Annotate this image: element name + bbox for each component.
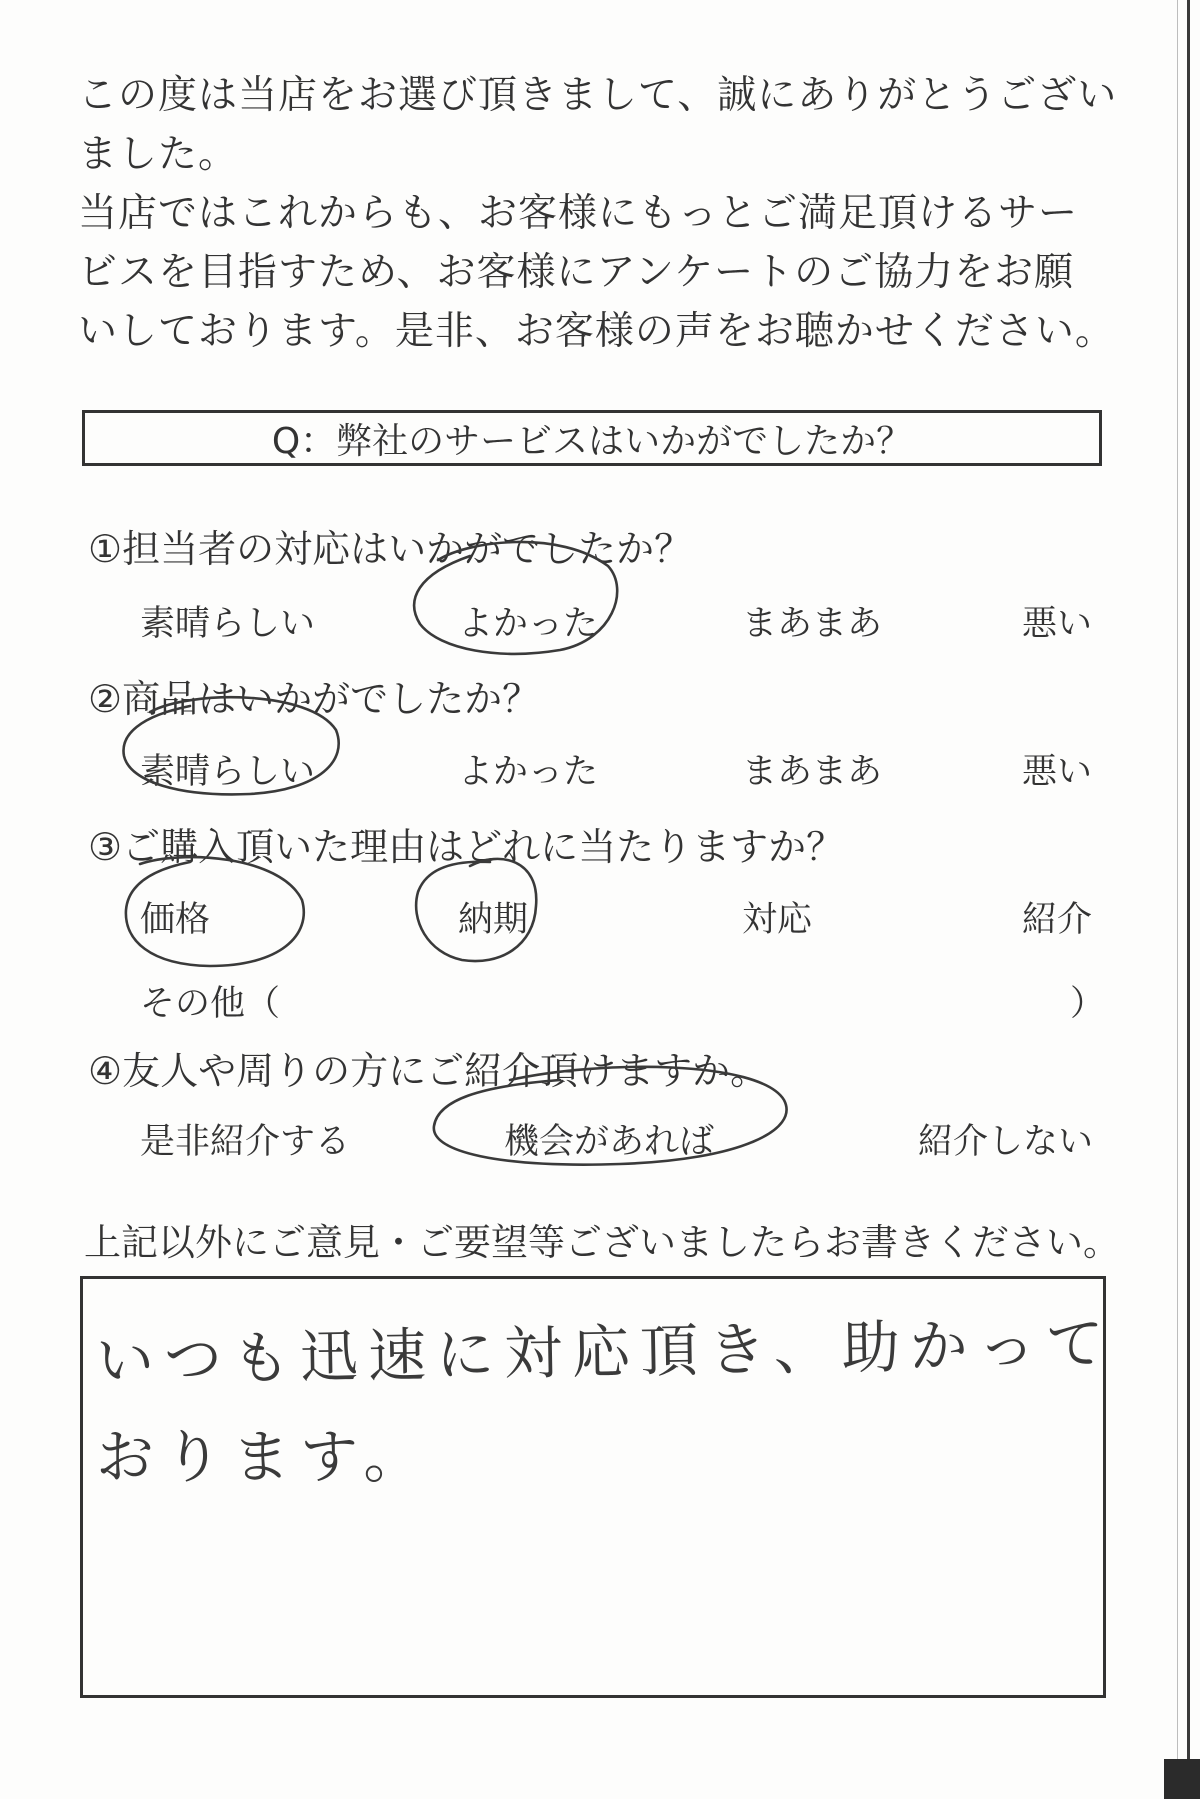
handwritten-comment-line: おります。: [96, 1423, 432, 1491]
question-1-label: ①担当者の対応はいかがでしたか？: [88, 527, 693, 571]
q1-option-average[interactable]: まあまあ: [742, 604, 883, 644]
q3-option-support[interactable]: 対応: [742, 900, 813, 940]
q2-option-good[interactable]: よかった: [458, 752, 599, 792]
question-2-label: ②商品はいかがでしたか？: [88, 677, 541, 721]
q2-option-excellent[interactable]: 素晴らしい: [140, 752, 316, 792]
q2-option-average[interactable]: まあまあ: [742, 752, 883, 792]
q4-option-no[interactable]: 紹介しない: [918, 1122, 1094, 1162]
handwritten-comment-line: いつも迅速に対応頂き、助かって: [95, 1309, 1115, 1395]
question-3-label: ③ご購入頂いた理由はどれに当たりますか？: [88, 825, 845, 869]
q1-option-good[interactable]: よかった: [458, 604, 599, 644]
intro-line: この度は当店をお選び頂きまして、誠にありがとうござい: [78, 73, 1118, 118]
comment-label: 上記以外にご意見・ご要望等ございましたらお書きください。: [84, 1221, 1120, 1264]
question-4-label: ④友人や周りの方にご紹介頂けますか。: [88, 1049, 769, 1093]
intro-line: ビスを目指すため、お客様にアンケートのご協力をお願: [78, 250, 1075, 295]
intro-line: いしております。是非、お客様の声をお聴かせください。: [78, 309, 1115, 354]
intro-line: ました。: [78, 132, 239, 177]
q2-selection-circle: [124, 697, 339, 794]
q1-option-bad[interactable]: 悪い: [1022, 604, 1093, 644]
q3-option-price[interactable]: 価格: [140, 900, 211, 940]
q4-option-definitely[interactable]: 是非紹介する: [140, 1122, 351, 1162]
q2-option-bad[interactable]: 悪い: [1022, 752, 1093, 792]
q3-option-delivery[interactable]: 納期: [458, 900, 529, 940]
survey-title: Q：弊社のサービスはいかがでしたか？: [271, 420, 913, 462]
q1-selection-circle: [414, 542, 617, 654]
q1-option-excellent[interactable]: 素晴らしい: [140, 604, 316, 644]
q4-option-if-chance[interactable]: 機会があれば: [504, 1122, 715, 1162]
q3-other-close: ）: [1070, 984, 1106, 1024]
q3-delivery-selection-circle: [416, 859, 536, 961]
intro-line: 当店ではこれからも、お客様にもっとご満足頂けるサー: [78, 191, 1079, 236]
q3-price-selection-circle: [126, 857, 304, 966]
q3-other-label: その他（: [140, 984, 281, 1024]
q3-option-referral[interactable]: 紹介: [1022, 900, 1093, 940]
q4-selection-circle: [434, 1067, 787, 1165]
